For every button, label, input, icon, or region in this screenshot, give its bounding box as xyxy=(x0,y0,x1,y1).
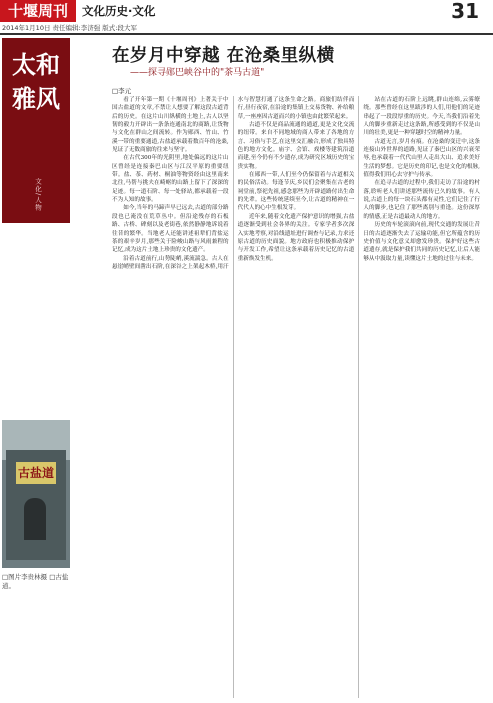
photo-plaque: 古盐道 xyxy=(16,462,56,484)
article-headline: 在岁月中穿越 在沧桑里纵横 xyxy=(112,46,335,66)
paragraph: 在古代300年的光阴里,地处偏远的这片山区曾经是连接秦巴山区与江汉平原的重要纽带。盐、茶、药材、桐油等物资经由这里南来北往,马帮与挑夫在崎岖的山路上留下了深深的足迹。每一道石阶、每一处驿站,都承载着一段不为人知的故事。 xyxy=(112,155,229,204)
section-title: 文化历史·文化 xyxy=(82,4,156,18)
column-title: 太和雅风 xyxy=(12,50,60,113)
column-banner xyxy=(2,38,70,223)
masthead xyxy=(0,0,493,34)
paragraph: 近年来,随着文化遗产保护意识的增强,古盐道逐渐受到社会各界的关注。专家学者多次深入实地考察,对沿线遗址进行调查与记录,力求还原古道的历史面貌。地方政府也积极推动保护与开发工作,希望让这条承载着历史记忆的古道重新焕发生机。 xyxy=(237,213,355,262)
paragraph: 如今,当年的马蹄声早已远去,古道的部分路段也已淹没在荒草丛中。但沿途残存的石板路、古桥、碑刻以及老街巷,依然静静地诉说着往昔的繁华。当地老人还能讲述祖辈们背盐运茶的艰辛岁月,那些关于险峻山路与风雨兼程的记忆,成为这片土地上珍贵的文化遗产。 xyxy=(112,205,229,254)
paragraph: 在郧西一带,人们至今仍保留着与古道相关的民俗活动。每逢节庆,乡民们会聚集在古老的祠堂前,祭祀先祖,感念那些为开辟道路付出生命的先辈。这些传统延续至今,让古道的精神在一代代人的心中生根发芽。 xyxy=(237,172,355,212)
paragraph: 看了开年第一期《十堰周刊》上著关于中国古盐道的文章,不禁让人想要了解这段古道背后的历史。在这片山川纵横的土地上,古人以坚韧的毅力开辟出一条条连通南北的商路,让货物与文化在群山之间流转。作为郧西、竹山、竹溪一带的重要通道,古盐道承载着数百年的沧桑,见证了无数商旅的往来与坚守。 xyxy=(112,97,229,154)
paragraph: 历史的车轮滚滚向前,现代交通的发展让昔日的古道逐渐失去了运输功能,但它所蕴含的历史价值与文化意义却愈发珍贵。保护好这些古道遗存,就是保护我们共同的历史记忆,让后人能够从中汲取力量,读懂这片土地的过往与未来。 xyxy=(363,222,480,262)
article-byline: □李元 xyxy=(112,87,132,95)
article-body xyxy=(112,96,480,698)
header-rule xyxy=(0,33,493,35)
newspaper-brand: 十堰周刊 xyxy=(0,0,76,22)
issue-meta: 2014年1月10日 责任编辑:李济强 版式:段大军 xyxy=(2,24,137,32)
page-number: 31 xyxy=(451,0,479,23)
article-photo xyxy=(2,420,70,568)
photo-caption: □图片李贵林摄 □古盐道。 xyxy=(2,573,69,590)
column-subtitle: 文化/人物 xyxy=(34,178,42,212)
article-subhead: ——探寻郧巴峡谷中的"茶马古道" xyxy=(130,68,265,78)
paragraph: 沿着古道前行,山势陡峭,溪流湍急。古人在悬崖峭壁间凿出石阶,在深谷之上架起木桥,用汗水与智慧打通了这条生命之路。商旅们结伴而行,昼行夜宿,在沿途的集镇上交易货物、补给粮草,一座座因古道而兴的小镇也由此繁荣起来。 xyxy=(112,97,355,270)
paragraph: 古道不仅是商品流通的通道,更是文化交流的纽带。来自不同地域的商人带来了各地的方言、习俗与手艺,在这里交汇融合,形成了独具特色的地方文化。庙宇、会馆、戏楼等建筑沿道而建,至今仍有不少遗存,成为研究区域历史的宝贵实物。 xyxy=(237,122,355,170)
paragraph: 古道无言,岁月有痕。在沧桑的变迁中,这条连接山外世界的道路,见证了秦巴山区的兴衰荣辱,也承载着一代代山里人走出大山、追求美好生活的梦想。它是历史的印记,也是文化的根脉,值得我们用心去守护与传承。 xyxy=(363,138,480,179)
photo-door xyxy=(24,498,46,540)
paragraph: 站在古道的石阶上远眺,群山连绵,云雾缭绕。那些曾经在这里跋涉的人们,用他们的足迹串起了一段段厚重的历史。今天,当我们沿着先人的脚步重新走过这条路,所感受到的不仅是山川的壮美,更是一种穿越时空的精神力量。 xyxy=(363,97,480,137)
paragraph: 在追寻古道的过程中,我们走访了沿途的村落,聆听老人们讲述那些流传已久的故事。有人说,古道上的每一块石头都有灵性,它们记住了行人的脚步,也记住了那些离别与重逢。这份深厚的情感,正是古道最动人的地方。 xyxy=(363,180,480,220)
